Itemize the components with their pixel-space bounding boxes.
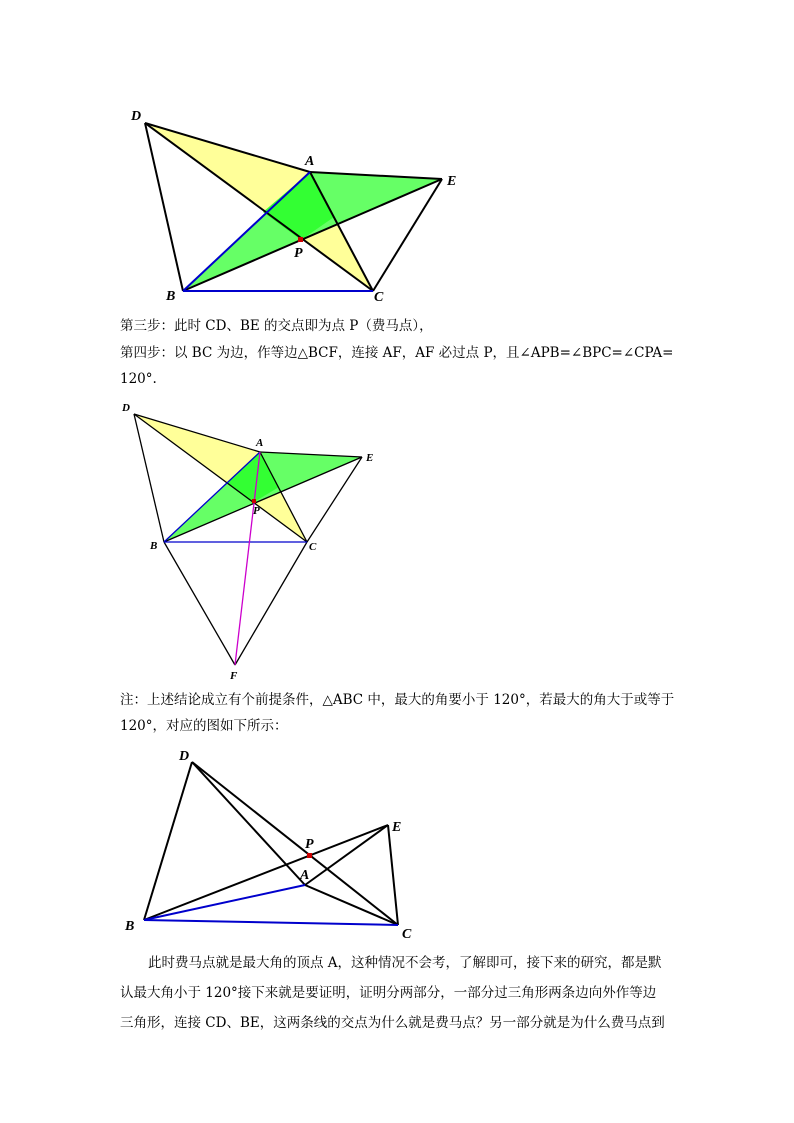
note-text-line2: 120°，对应的图如下所示： xyxy=(120,718,288,734)
label-E: E xyxy=(447,174,457,189)
fermat-point xyxy=(307,853,312,858)
paragraph-line2: 认最大角小于 120°接下来就是要证明，证明分两部分，一部分过三角形两条边向外作等边 xyxy=(120,985,657,1001)
label-P: P xyxy=(253,505,260,517)
label-A: A xyxy=(256,437,264,449)
label-D: D xyxy=(131,109,142,124)
label-E: E xyxy=(366,452,374,464)
note-text-line1: 注：上述结论成立有个前提条件，△ABC 中，最大的角要小于 120°，若最大的角大于或等于 xyxy=(120,692,675,708)
label-B: B xyxy=(150,540,158,552)
label-C: C xyxy=(374,290,384,305)
label-C: C xyxy=(402,927,412,942)
label-A: A xyxy=(300,868,310,883)
label-P: P xyxy=(294,246,303,261)
step4-text-line1: 第四步：以 BC 为边，作等边△BCF，连接 AF，AF 必过点 P，且∠APB=∠BPC=∠CPA= xyxy=(120,345,674,361)
step3-text: 第三步：此时 CD、BE 的交点即为点 P（费马点）， xyxy=(120,318,433,334)
label-A: A xyxy=(305,154,315,169)
label-C: C xyxy=(309,541,317,553)
step4-text-line2: 120°. xyxy=(120,371,157,387)
label-F: F xyxy=(230,670,238,682)
label-E: E xyxy=(392,820,402,835)
label-D: D xyxy=(122,402,130,414)
label-D: D xyxy=(179,749,190,764)
label-P: P xyxy=(305,837,314,852)
paragraph-line1: 此时费马点就是最大角的顶点 A，这种情况不会考，了解即可，接下来的研究，都是默 xyxy=(148,955,662,971)
label-B: B xyxy=(125,919,135,934)
label-B: B xyxy=(166,289,176,304)
paragraph-line3: 三角形，连接 CD、BE，这两条线的交点为什么就是费马点？另一部分就是为什么费马点到 xyxy=(120,1015,665,1031)
